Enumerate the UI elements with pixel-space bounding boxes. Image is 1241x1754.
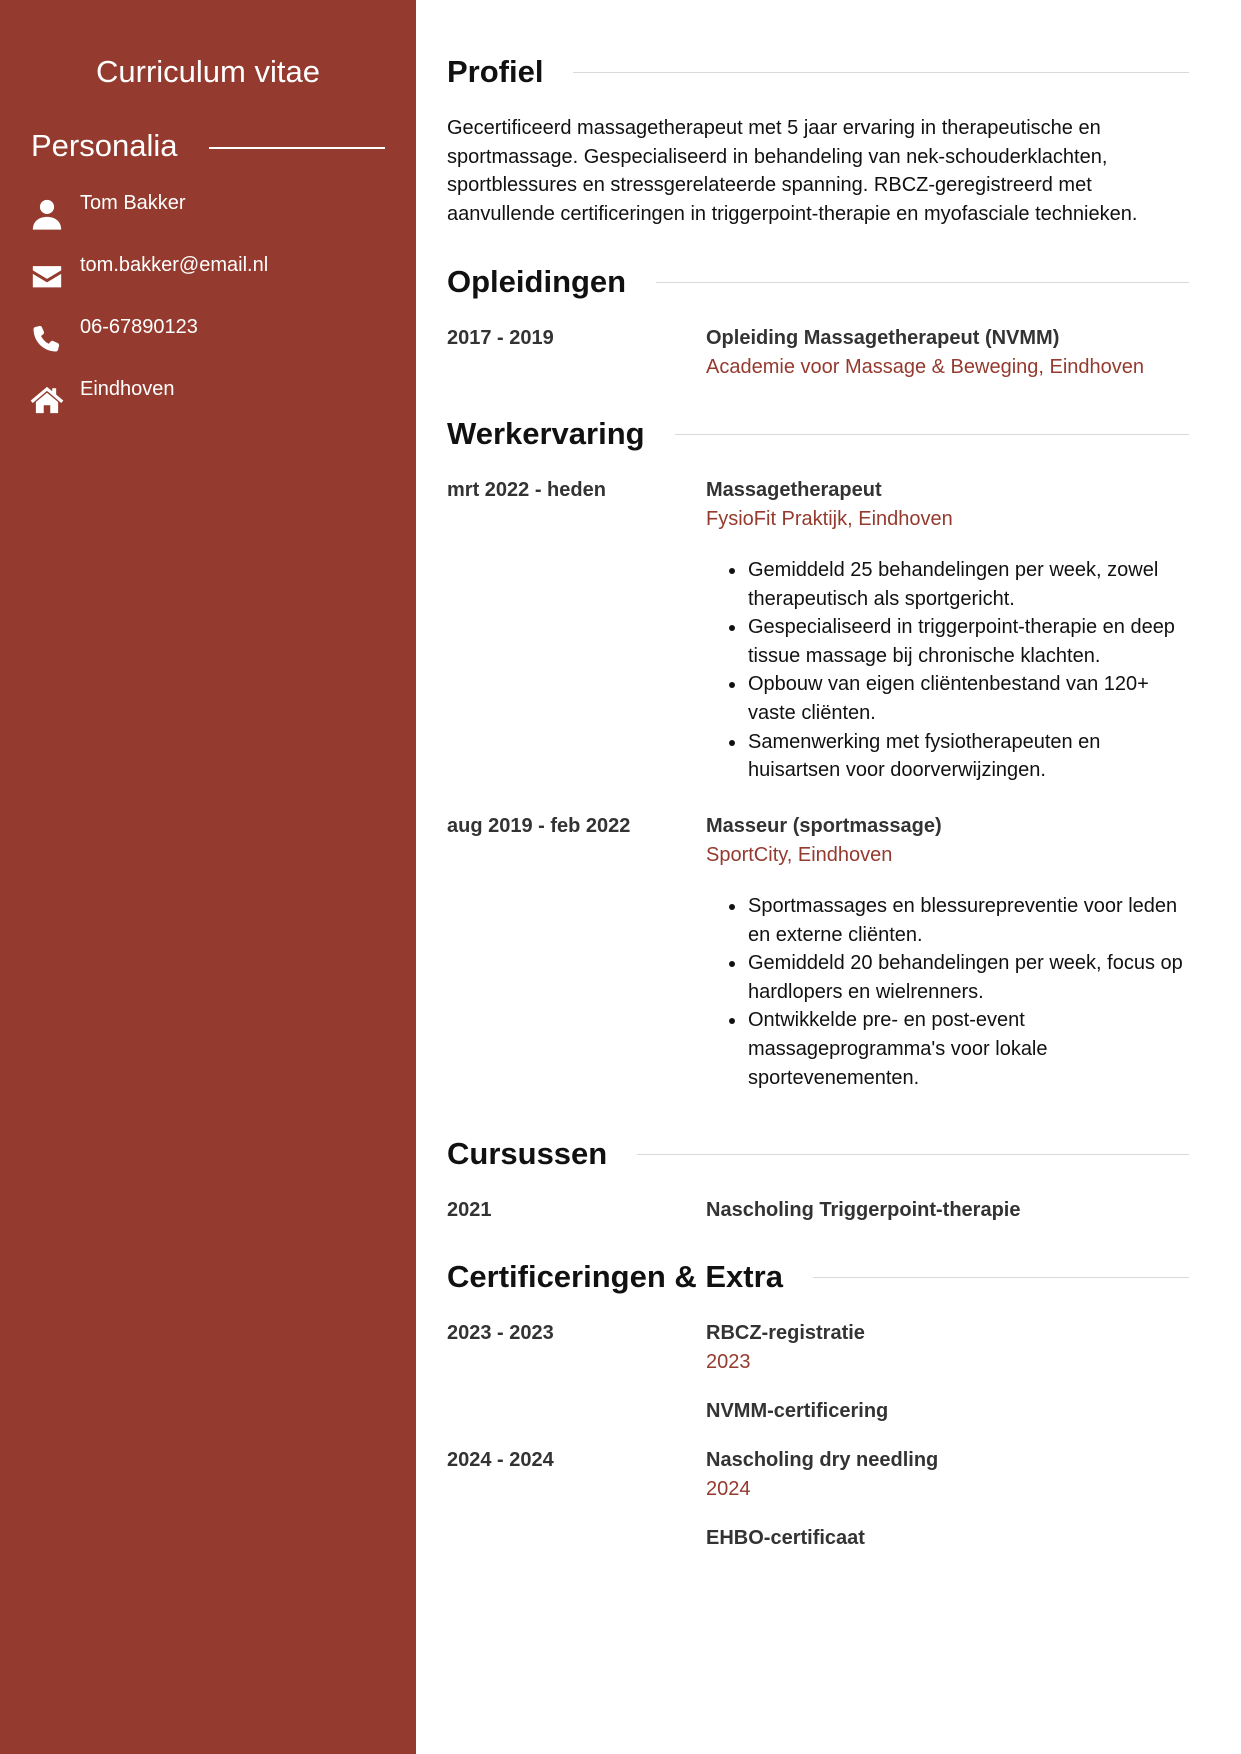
experience-heading xyxy=(447,414,1189,454)
phone-icon xyxy=(28,319,66,357)
section-divider xyxy=(656,282,1189,283)
education-title: Opleidingen xyxy=(447,264,627,299)
list-item: • Gemiddeld 20 behandelingen per week, focus op hardlopers en wielrenners. xyxy=(747,949,1189,1006)
certifications-heading xyxy=(447,1257,1189,1297)
entry-date: 2024 - 2024 xyxy=(447,1449,554,1471)
entry-year: 2023 xyxy=(706,1351,751,1373)
entry-year: 2024 xyxy=(706,1478,751,1500)
courses-title: Cursussen xyxy=(447,1136,608,1171)
entry-body xyxy=(706,1196,1189,1224)
entry-date: 2023 - 2023 xyxy=(447,1322,554,1344)
cv-title: Curriculum vitae xyxy=(96,54,320,89)
profile-title: Profiel xyxy=(447,54,544,89)
contact-name-text: Tom Bakker xyxy=(80,192,186,214)
contact-email xyxy=(28,245,388,307)
entry-title: Nascholing dry needling xyxy=(706,1449,939,1471)
entry-title: EHBO-certificaat xyxy=(706,1527,865,1549)
entry-bullets xyxy=(706,892,1189,1092)
home-icon xyxy=(28,381,66,419)
entry-body xyxy=(706,812,1189,1092)
experience-title: Werkervaring xyxy=(447,416,645,451)
section-divider xyxy=(637,1154,1189,1155)
entry-title: RBCZ-registratie xyxy=(706,1322,865,1344)
section-divider xyxy=(675,434,1189,435)
list-item: • Gemiddeld 25 behandelingen per week, zowel therapeutisch als sportgericht. xyxy=(747,556,1189,613)
entry-title: Nascholing Triggerpoint-therapie xyxy=(706,1199,1021,1221)
entry-institution: Academie voor Massage & Beweging, Eindhoven xyxy=(706,356,1145,378)
list-item: • Ontwikkelde pre- en post-event massageprogramma's voor lokale sportevenementen. xyxy=(747,1006,1189,1092)
envelope-icon xyxy=(28,257,66,295)
contact-phone xyxy=(28,307,388,369)
contact-email-text[interactable]: tom.bakker@email.nl xyxy=(80,254,269,276)
contact-name xyxy=(28,183,388,245)
personalia-label: Personalia xyxy=(31,128,178,163)
certifications-title: Certificeringen & Extra xyxy=(447,1259,783,1294)
entry-title: NVMM-certificering xyxy=(706,1400,889,1422)
section-divider xyxy=(813,1277,1189,1278)
list-item: • Samenwerking met fysiotherapeuten en huisartsen voor doorverwijzingen. xyxy=(747,728,1189,785)
list-item: • Gespecialiseerd in triggerpoint-therapie en deep tissue massage bij chronische klachten. xyxy=(747,613,1189,670)
personalia-divider xyxy=(209,147,385,149)
entry-title: Massagetherapeut xyxy=(706,479,882,501)
contact-list xyxy=(28,183,388,431)
entry-body xyxy=(706,1319,1189,1377)
contact-location xyxy=(28,369,388,431)
section-divider xyxy=(573,72,1189,73)
entry-title: Masseur (sportmassage) xyxy=(706,815,942,837)
entry-date: mrt 2022 - heden xyxy=(447,479,606,501)
entry-date: 2021 xyxy=(447,1199,492,1221)
contact-phone-text[interactable]: 06-67890123 xyxy=(80,316,198,338)
contact-location-text: Eindhoven xyxy=(80,378,175,400)
courses-heading xyxy=(447,1134,1189,1174)
sidebar xyxy=(0,0,416,1754)
entry-body xyxy=(706,1446,1189,1504)
list-item: • Sportmassages en blessurepreventie voor leden en externe cliënten. xyxy=(747,892,1189,949)
entry-body xyxy=(706,324,1189,382)
education-heading xyxy=(447,262,1189,302)
profile-text: Gecertificeerd massagetherapeut met 5 jaar ervaring in therapeutische en sportmassage. Gespecialiseerd in behandeling van nek-schouderklachten, sportblessures en stressgerelateerde spanning. RBCZ-geregistreerd met aanvullende certificeringen in triggerpoint-therapie en myofasciale technieken. xyxy=(447,117,1138,225)
profile-heading xyxy=(447,52,1189,92)
entry-title: Opleiding Massagetherapeut (NVMM) xyxy=(706,327,1060,349)
entry-date: 2017 - 2019 xyxy=(447,327,554,349)
entry-body xyxy=(706,476,1189,785)
entry-body xyxy=(706,1524,1189,1552)
entry-employer: FysioFit Praktijk, Eindhoven xyxy=(706,508,953,530)
entry-body xyxy=(706,1397,1189,1425)
entry-employer: SportCity, Eindhoven xyxy=(706,844,893,866)
user-icon xyxy=(28,195,66,233)
entry-bullets xyxy=(706,556,1189,785)
entry-date: aug 2019 - feb 2022 xyxy=(447,815,631,837)
list-item: • Opbouw van eigen cliëntenbestand van 120+ vaste cliënten. xyxy=(747,670,1189,727)
personalia-heading xyxy=(31,126,385,166)
